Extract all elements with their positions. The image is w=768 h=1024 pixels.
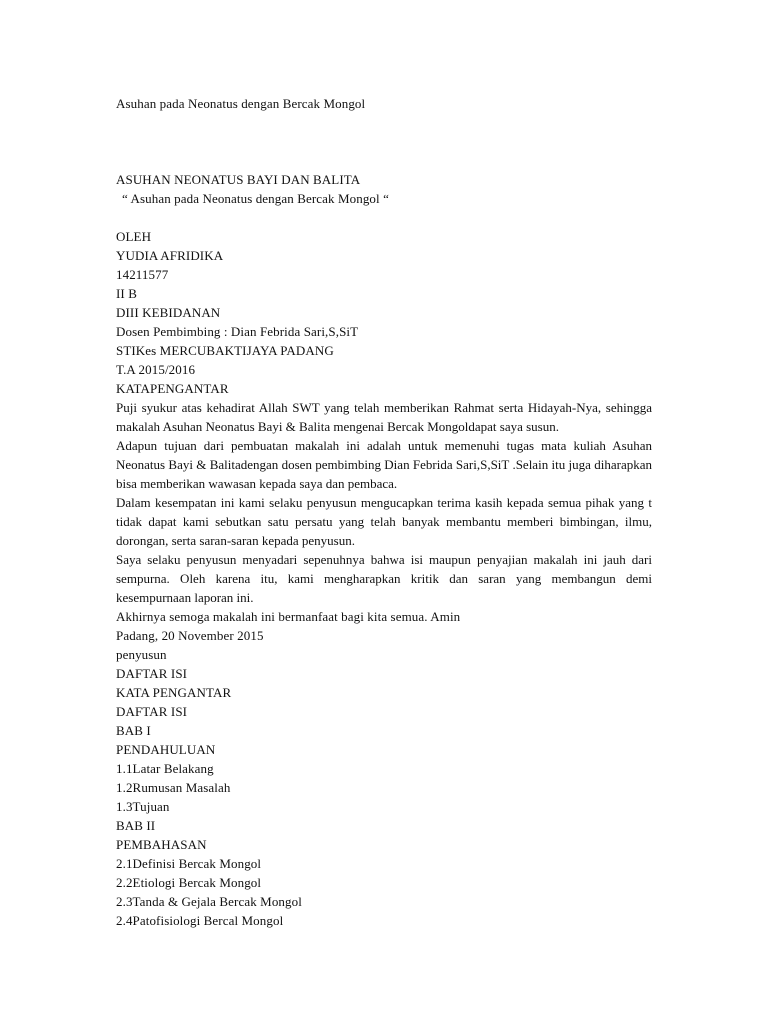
- foreword-paragraph-4: Saya selaku penyusun menyadari sepenuhnya bahwa isi maupun penyajian makalah ini jauh dari sempurna. Oleh karena itu, kami mengharapkan kritik dan saran yang membangun demi kesempurnaan laporan ini.: [116, 552, 652, 605]
- toc-item: DAFTAR ISI: [116, 704, 188, 719]
- toc-item: BAB I: [116, 723, 151, 738]
- cover-institution: STIKes MERCUBAKTIJAYA PADANG: [116, 343, 334, 358]
- toc-item: PEMBAHASAN: [116, 837, 207, 852]
- cover-program: DIII KEBIDANAN: [116, 305, 221, 320]
- toc-item: 2.4Patofisiologi Bercal Mongol: [116, 913, 284, 928]
- toc-item: 2.2Etiologi Bercak Mongol: [116, 875, 262, 890]
- cover-author-name: YUDIA AFRIDIKA: [116, 248, 224, 263]
- foreword-place-date: Padang, 20 November 2015: [116, 628, 264, 643]
- cover-class: II B: [116, 286, 137, 301]
- toc-item: 1.1Latar Belakang: [116, 761, 214, 776]
- cover-student-id: 14211577: [116, 267, 169, 282]
- foreword-paragraph-3: Dalam kesempatan ini kami selaku penyusun mengucapkan terima kasih kepada semua pihak yang t tidak dapat kami sebutkan satu persatu yang telah banyak membantu memberi bimbingan, ilmu, dorongan, serta saran-saran kepada penyusun.: [116, 495, 652, 548]
- toc-item: BAB II: [116, 818, 156, 833]
- toc-item: 2.3Tanda & Gejala Bercak Mongol: [116, 894, 302, 909]
- foreword-signature: penyusun: [116, 647, 167, 662]
- toc-item: KATA PENGANTAR: [116, 685, 232, 700]
- toc-item: PENDAHULUAN: [116, 742, 216, 757]
- cover-by-label: OLEH: [116, 229, 152, 244]
- cover-academic-year: T.A 2015/2016: [116, 362, 196, 377]
- cover-subtitle: “ Asuhan pada Neonatus dengan Bercak Mongol “: [122, 191, 389, 206]
- toc-item: 1.2Rumusan Masalah: [116, 780, 231, 795]
- foreword-paragraph-2: Adapun tujuan dari pembuatan makalah ini adalah untuk memenuhi tugas mata kuliah Asuhan Neonatus Bayi & Balitadengan dosen pembimbing Dian Febrida Sari,S,SiT .Selain itu juga diharapkan bisa memberikan wawasan kepada saya dan pembaca.: [116, 438, 652, 491]
- toc-item: 1.3Tujuan: [116, 799, 170, 814]
- toc-heading: DAFTAR ISI: [116, 666, 188, 681]
- foreword-paragraph-1: Puji syukur atas kehadirat Allah SWT yang telah memberikan Rahmat serta Hidayah-Nya, sehingga makalah Asuhan Neonatus Bayi & Balita mengenai Bercak Mongoldapat saya susun.: [116, 400, 652, 434]
- cover-supervisor: Dosen Pembimbing : Dian Febrida Sari,S,SiT: [116, 324, 359, 339]
- cover-course-title: ASUHAN NEONATUS BAYI DAN BALITA: [116, 172, 361, 187]
- toc-item: 2.1Definisi Bercak Mongol: [116, 856, 262, 871]
- foreword-paragraph-5: Akhirnya semoga makalah ini bermanfaat bagi kita semua. Amin: [116, 609, 461, 624]
- foreword-heading: KATAPENGANTAR: [116, 381, 229, 396]
- document-header-title: Asuhan pada Neonatus dengan Bercak Mongol: [116, 96, 366, 111]
